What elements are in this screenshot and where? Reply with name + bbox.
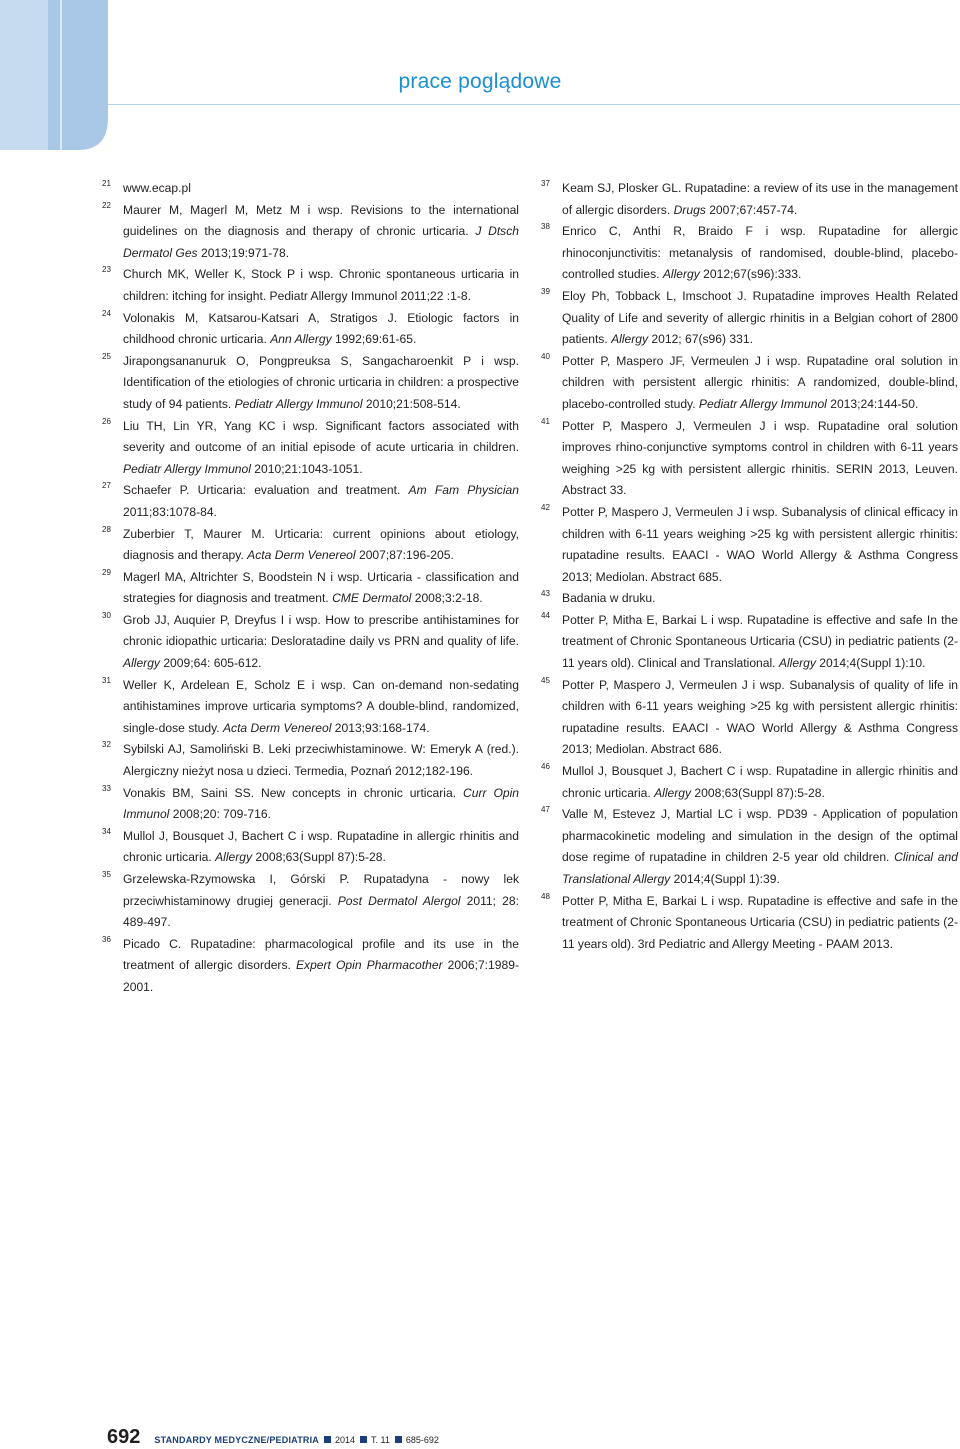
reference-item bbox=[102, 264, 519, 307]
reference-number: 42 bbox=[541, 502, 550, 512]
reference-source: Pediatr Allergy Immunol bbox=[234, 396, 363, 411]
reference-text: Magerl MA, Altrichter S, Boodstein N i wsp. Urticaria - classification and strategies for diagnosis and treatment. bbox=[123, 569, 519, 606]
reference-text: 2014;4(Suppl 1):10. bbox=[815, 656, 926, 671]
page-number: 692 bbox=[107, 1426, 141, 1448]
reference-text: Potter P, Maspero J, Vermeulen J i wsp. Subanalysis of clinical efficacy in children with 6-11 years weighing >25 kg with persistent allergic rhinitis: rupatadine results. EAACI - WAO World Allergy & Asthma Congress 2013; Mediolan. Abstract 685. bbox=[562, 504, 958, 584]
reference-item bbox=[102, 178, 519, 200]
reference-text: Volonakis M, Katsarou-Katsari A, Stratigos J. Etiologic factors in childhood chronic urticaria. bbox=[123, 310, 519, 347]
reference-number: 44 bbox=[541, 610, 550, 620]
reference-text: Schaefer P. Urticaria: evaluation and treatment. bbox=[123, 483, 409, 498]
reference-text: www.ecap.pl bbox=[123, 181, 191, 195]
reference-source: Clinical and Translational Allergy bbox=[562, 850, 958, 886]
reference-text: Grzelewska-Rzymowska I, Górski P. Rupatadyna - nowy lek przeciwhistaminowy drugiej generacji. bbox=[123, 872, 519, 908]
reference-number: 39 bbox=[541, 286, 550, 296]
reference-item bbox=[541, 804, 958, 890]
reference-item bbox=[102, 308, 519, 351]
reference-number: 21 bbox=[102, 179, 111, 188]
reference-item bbox=[102, 869, 519, 934]
reference-item bbox=[102, 480, 519, 523]
reference-number: 45 bbox=[541, 675, 550, 685]
page-footer bbox=[107, 1426, 439, 1449]
reference-text: Zuberbier T, Maurer M. Urticaria: current opinions about etiology, diagnosis and therapy. bbox=[123, 526, 519, 563]
issue-pages: 685-692 bbox=[405, 1435, 439, 1445]
reference-number: 41 bbox=[541, 416, 550, 426]
reference-item bbox=[102, 200, 519, 265]
reference-source: Allergy bbox=[662, 267, 700, 282]
reference-source: Pediatr Allergy Immunol bbox=[123, 461, 251, 476]
reference-item bbox=[102, 416, 519, 481]
reference-item bbox=[541, 761, 958, 804]
reference-item bbox=[102, 826, 519, 869]
references-right-column bbox=[541, 178, 958, 955]
reference-item bbox=[102, 934, 519, 999]
reference-item bbox=[541, 675, 958, 761]
reference-item bbox=[102, 351, 519, 416]
reference-number: 43 bbox=[541, 589, 550, 599]
reference-text: 2007;87:196-205. bbox=[355, 548, 454, 563]
reference-text: 2013;93:168-174. bbox=[331, 720, 430, 735]
reference-source: Allergy bbox=[778, 656, 816, 671]
reference-number: 48 bbox=[541, 891, 550, 901]
reference-number: 31 bbox=[102, 675, 111, 685]
reference-text: Sybilski AJ, Samoliński B. Leki przeciwhistaminowe. W: Emeryk A (red.). Alergiczny nieżyt nosa u dzieci. Termedia, Poznań 2012;182-196. bbox=[123, 742, 519, 779]
reference-number: 35 bbox=[102, 870, 111, 879]
reference-text: 2006;7:1989-2001. bbox=[123, 958, 519, 994]
issue-year: 2014 bbox=[335, 1435, 356, 1445]
references-left-column bbox=[102, 178, 519, 999]
reference-number: 47 bbox=[541, 805, 550, 815]
reference-item bbox=[541, 178, 958, 221]
section-title: prace poglądowe bbox=[398, 70, 562, 93]
reference-source: Allergy bbox=[654, 785, 692, 800]
reference-text: Potter P, Mitha E, Barkai L i wsp. Rupatadine is effective and safe in the treatment of Chronic Spontaneous Urticaria (CSU) in pediatric patients (2-11 years old). 3rd Pediatric and Allergy Meeting - PAAM 2013. bbox=[562, 893, 958, 951]
reference-item bbox=[541, 610, 958, 675]
reference-text: Potter P, Maspero J, Vermeulen J i wsp. Subanalysis of quality of life in children with 6-11 years weighing >25 kg with persistent allergic rhinitis: rupatadine results. EAACI - WAO World Allergy & Asthma Congress 2013; Mediolan. Abstract 686. bbox=[562, 677, 958, 757]
reference-source: Am Fam Physician bbox=[408, 483, 519, 498]
reference-source: Allergy bbox=[611, 332, 649, 347]
reference-text: Mullol J, Bousquet J, Bachert C i wsp. Rupatadine in allergic rhinitis and chronic urticaria. bbox=[562, 764, 958, 800]
reference-text: Eloy Ph, Tobback L, Imschoot J. Rupatadine improves Health Related Quality of Life and severity of allergic rhinitis in a Belgian cohort of 2800 patients. bbox=[562, 288, 958, 347]
reference-source: J Dtsch Dermatol Ges bbox=[123, 224, 519, 260]
reference-text: Grob JJ, Auquier P, Dreyfus I i wsp. How to prescribe antihistamines for chronic idiopathic urticaria: Desloratadine daily vs PRN and quality of life. bbox=[123, 612, 519, 649]
reference-text: 2008;63(Suppl 87):5-28. bbox=[252, 850, 386, 865]
separator-square-icon bbox=[360, 1436, 367, 1443]
reference-text: 2011; 28: 489-497. bbox=[123, 893, 519, 930]
reference-number: 22 bbox=[102, 200, 111, 210]
reference-number: 36 bbox=[102, 934, 111, 944]
reference-item bbox=[102, 783, 519, 826]
reference-text: Potter P, Maspero JF, Vermeulen J i wsp. Rupatadine oral solution in children with persistent allergic rhinitis: A randomized, double-blind, placebo-controlled study. bbox=[562, 353, 958, 411]
reference-item bbox=[102, 610, 519, 675]
reference-number: 25 bbox=[102, 351, 111, 361]
reference-text: Keam SJ, Plosker GL. Rupatadine: a review of its use in the management of allergic disorders. bbox=[562, 181, 958, 217]
reference-source: Allergy bbox=[215, 850, 253, 865]
reference-number: 32 bbox=[102, 740, 111, 750]
reference-number: 28 bbox=[102, 524, 111, 534]
reference-number: 23 bbox=[102, 265, 111, 275]
reference-text: Potter P, Maspero J, Vermeulen J i wsp. Rupatadine oral solution improves rhino-conjunctive symptoms control in children with 6-11 years weighing >25 kg with persistent allergic rhinitis. SERIN 2013, Leuven. Abstract 33. bbox=[562, 418, 958, 498]
issue-volume: T. 11 bbox=[371, 1435, 390, 1445]
reference-number: 37 bbox=[541, 179, 550, 188]
reference-text: 2007;67:457-74. bbox=[705, 202, 798, 217]
reference-text: Potter P, Mitha E, Barkai L i wsp. Rupatadine is effective and safe In the treatment of Chronic Spontaneous Urticaria (CSU) in pediatric patients (2-11 years old). Clinical and Translational. bbox=[562, 612, 958, 671]
reference-text: Valle M, Estevez J, Martial LC i wsp. PD39 - Application of population pharmacokinetic modeling and simulation in the design of the optimal dose regime of rupatadine in children 2-5 year old children. bbox=[562, 807, 958, 865]
reference-text: 2008;20: 709-716. bbox=[169, 807, 271, 822]
reference-item bbox=[102, 567, 519, 610]
reference-text: 2008;3:2-18. bbox=[411, 591, 483, 606]
reference-text: 2014;4(Suppl 1):39. bbox=[670, 872, 780, 886]
reference-number: 33 bbox=[102, 783, 111, 793]
header-rule bbox=[108, 104, 960, 105]
reference-item bbox=[541, 221, 958, 286]
reference-text: Liu TH, Lin YR, Yang KC i wsp. Significant factors associated with severity and outcome of an initial episode of acute urticaria in children. bbox=[123, 418, 519, 455]
reference-item bbox=[541, 502, 958, 588]
reference-text: Jirapongsananuruk O, Pongpreuksa S, Sangacharoenkit P i wsp. Identification of the etiologies of chronic urticaria in children: a prospective study of 94 patients. bbox=[123, 353, 519, 411]
reference-source: Allergy bbox=[123, 656, 160, 671]
reference-item bbox=[102, 739, 519, 782]
reference-text: 2012;67(s96):333. bbox=[699, 267, 802, 282]
reference-source: Ann Allergy bbox=[270, 332, 332, 347]
reference-item bbox=[541, 891, 958, 956]
separator-square-icon bbox=[395, 1436, 402, 1443]
reference-text: Vonakis BM, Saini SS. New concepts in chronic urticaria. bbox=[123, 785, 463, 800]
reference-source: Expert Opin Pharmacother bbox=[295, 958, 443, 973]
journal-name-part1: STANDARDY MEDYCZNE/ bbox=[154, 1435, 270, 1445]
reference-source: CME Dermatol bbox=[332, 591, 412, 606]
reference-text: 2009;64: 605-612. bbox=[159, 656, 262, 671]
reference-source: Post Dermatol Alergol bbox=[337, 893, 461, 908]
reference-number: 26 bbox=[102, 416, 111, 426]
reference-text: Church MK, Weller K, Stock P i wsp. Chronic spontaneous urticaria in children: itching for insight. Pediatr Allergy Immunol 2011;22 :1-8. bbox=[123, 267, 519, 303]
reference-item bbox=[102, 675, 519, 740]
reference-text: Maurer M, Magerl M, Metz M i wsp. Revisions to the international guidelines on the diagnosis and therapy of chronic urticaria. bbox=[123, 202, 519, 239]
reference-text: 2010;21:508-514. bbox=[362, 396, 461, 411]
reference-item bbox=[102, 524, 519, 567]
reference-text: 2013;19:971-78. bbox=[197, 245, 290, 260]
reference-text: Enrico C, Anthi R, Braido F i wsp. Rupatadine for allergic rhinoconjunctivitis: metanalysis of randomised, double-blind, placebo-controlled studies. bbox=[562, 224, 958, 282]
reference-number: 40 bbox=[541, 351, 550, 361]
reference-text: Mullol J, Bousquet J, Bachert C i wsp. Rupatadine in allergic rhinitis and chronic urticaria. bbox=[123, 828, 519, 865]
reference-text: 2012; 67(s96) 331. bbox=[648, 332, 753, 347]
reference-item bbox=[541, 588, 958, 610]
reference-text: 2008;63(Suppl 87):5-28. bbox=[691, 785, 825, 800]
reference-text: 2010;21:1043-1051. bbox=[250, 461, 363, 476]
reference-number: 30 bbox=[102, 610, 111, 620]
journal-name-part2: PEDIATRIA bbox=[269, 1435, 319, 1445]
reference-text: 1992;69:61-65. bbox=[331, 332, 417, 347]
reference-source: Drugs bbox=[673, 202, 706, 217]
reference-number: 24 bbox=[102, 308, 111, 318]
reference-source: Acta Derm Venereol bbox=[222, 720, 332, 735]
reference-number: 38 bbox=[541, 222, 550, 232]
reference-text: 2013;24:144-50. bbox=[826, 396, 919, 411]
reference-text: Picado C. Rupatadine: pharmacological profile and its use in the treatment of allergic disorders. bbox=[123, 936, 519, 973]
reference-text: Badania w druku. bbox=[562, 591, 656, 606]
reference-source: Acta Derm Venereol bbox=[247, 548, 356, 563]
reference-item bbox=[541, 351, 958, 416]
reference-source: Curr Opin Immunol bbox=[123, 785, 519, 822]
reference-number: 29 bbox=[102, 567, 111, 577]
separator-square-icon bbox=[324, 1436, 331, 1443]
reference-number: 34 bbox=[102, 826, 111, 836]
reference-item bbox=[541, 416, 958, 502]
reference-text: 2011;83:1078-84. bbox=[123, 504, 217, 519]
reference-item bbox=[541, 286, 958, 351]
reference-number: 27 bbox=[102, 481, 111, 491]
reference-text: Weller K, Ardelean E, Scholz E i wsp. Can on-demand non-sedating antihistamines improve urticaria symptoms? A double-blind, randomized, single-dose study. bbox=[123, 677, 519, 735]
reference-number: 46 bbox=[541, 762, 550, 772]
reference-source: Pediatr Allergy Immunol bbox=[698, 396, 827, 411]
